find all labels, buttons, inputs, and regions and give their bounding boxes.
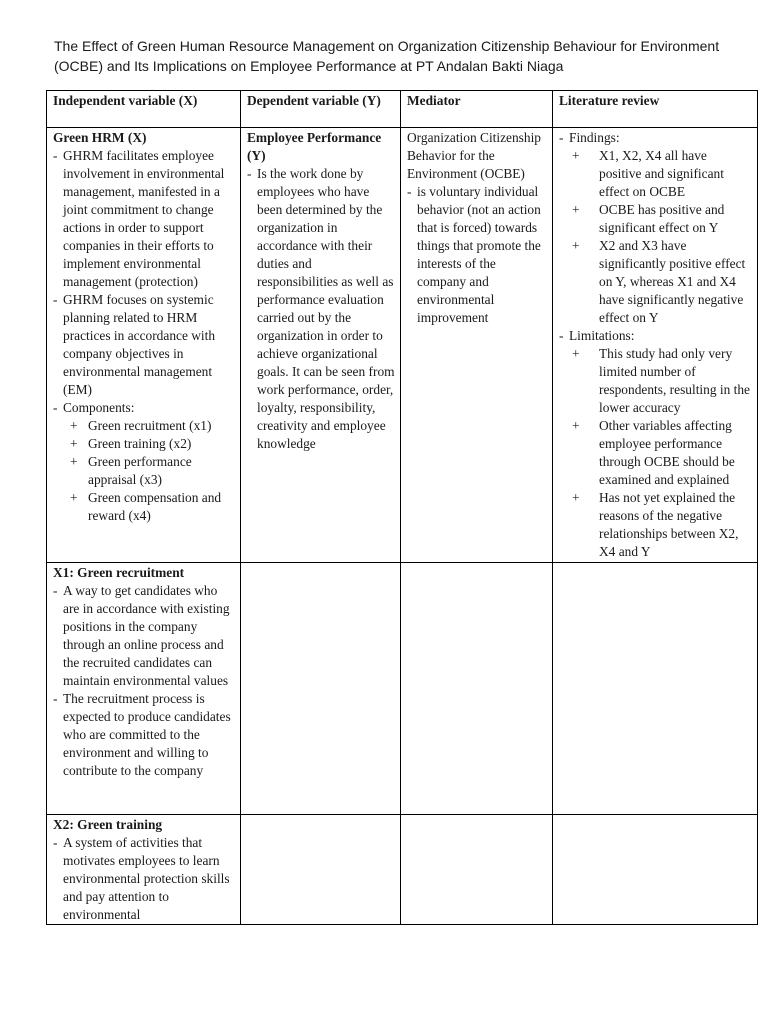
findings-list	[572, 147, 752, 327]
cell-independent	[47, 128, 241, 563]
dependent-points	[247, 165, 395, 453]
list-item: - GHRM focuses on systemic planning related to HRM practices in accordance with company objectives in environmental management (EM)	[53, 291, 235, 399]
table-row	[47, 815, 758, 925]
list-item: - is voluntary individual behavior (not an action that is forced) towards things that promote the interests of the company and environmental improvement	[407, 183, 547, 327]
page-title: The Effect of Green Human Resource Management on Organization Citizenship Behaviour for Environment (OCBE) and Its Implications on Employee Performance at PT Andalan Bakti Niaga	[54, 38, 720, 74]
cell-literature	[553, 128, 758, 563]
cell-green-training	[47, 815, 241, 925]
literature-matrix-table	[46, 90, 758, 925]
header-mediator: Mediator	[401, 91, 553, 128]
list-item	[559, 129, 752, 327]
cell-mediator	[401, 128, 553, 563]
table-row	[47, 563, 758, 815]
employee-performance-heading: Employee Performance (Y)	[247, 130, 382, 163]
empty-cell	[401, 815, 553, 925]
mediator-name: Organization Citizenship Behavior for the Environment (OCBE)	[407, 130, 542, 181]
ghrm-heading: Green HRM (X)	[53, 130, 147, 145]
empty-cell	[241, 815, 401, 925]
list-item: - The recruitment process is expected to produce candidates who are committed to the environment and willing to contribute to the company	[53, 690, 235, 780]
list-item: + X1, X2, X4 all have positive and significant effect on OCBE	[572, 147, 752, 201]
cell-green-recruitment	[47, 563, 241, 815]
empty-cell	[553, 563, 758, 815]
list-item: + Has not yet explained the reasons of the negative relationships between X2, X4 and Y	[572, 489, 752, 561]
list-item: + Green recruitment (x1)	[70, 417, 235, 435]
list-item: + Other variables affecting employee performance through OCBE should be examined and explained	[572, 417, 752, 489]
mediator-points	[407, 183, 547, 327]
list-item: + This study had only very limited number of respondents, resulting in the lower accuracy	[572, 345, 752, 417]
header-literature: Literature review	[553, 91, 758, 128]
findings-label: Findings:	[569, 130, 620, 145]
empty-cell	[401, 563, 553, 815]
green-training-heading: X2: Green training	[53, 817, 163, 832]
limitations-label: Limitations:	[569, 328, 635, 343]
list-item: - A way to get candidates who are in accordance with existing positions in the company through an online process and the recruited candidates can maintain environmental values	[53, 582, 235, 690]
green-recruitment-points	[53, 582, 235, 780]
cell-dependent	[241, 128, 401, 563]
components-list	[70, 417, 235, 525]
empty-cell	[553, 815, 758, 925]
list-item: + X2 and X3 have significantly positive effect on Y, whereas X1 and X4 have significantly negative effect on Y	[572, 237, 752, 327]
header-dependent: Dependent variable (Y)	[241, 91, 401, 128]
list-item: + Green training (x2)	[70, 435, 235, 453]
ghrm-points	[53, 147, 235, 525]
components-label: Components:	[63, 400, 135, 415]
green-training-points	[53, 834, 235, 924]
header-independent: Independent variable (X)	[47, 91, 241, 128]
empty-cell	[241, 563, 401, 815]
list-item: + Green compensation and reward (x4)	[70, 489, 235, 525]
list-item: + Green performance appraisal (x3)	[70, 453, 235, 489]
list-item: - Is the work done by employees who have been determined by the organization in accordance with their duties and responsibilities as well as performance evaluation carried out by the organization in order to achieve organizational goals. It can be seen from work performance, order, loyalty, responsibility, creativity and employee knowledge	[247, 165, 395, 453]
green-recruitment-heading: X1: Green recruitment	[53, 565, 185, 580]
table-row	[47, 128, 758, 563]
list-item: - GHRM facilitates employee involvement in environmental management, manifested in a joint commitment to change actions in order to support companies in their efforts to implement environmental management (protection)	[53, 147, 235, 291]
list-item	[53, 399, 235, 525]
literature-list	[559, 129, 752, 561]
header-row	[47, 91, 758, 128]
list-item	[559, 327, 752, 561]
list-item: + OCBE has positive and significant effect on Y	[572, 201, 752, 237]
list-item: - A system of activities that motivates employees to learn environmental protection skills and pay attention to environmental	[53, 834, 235, 924]
limitations-list	[572, 345, 752, 561]
